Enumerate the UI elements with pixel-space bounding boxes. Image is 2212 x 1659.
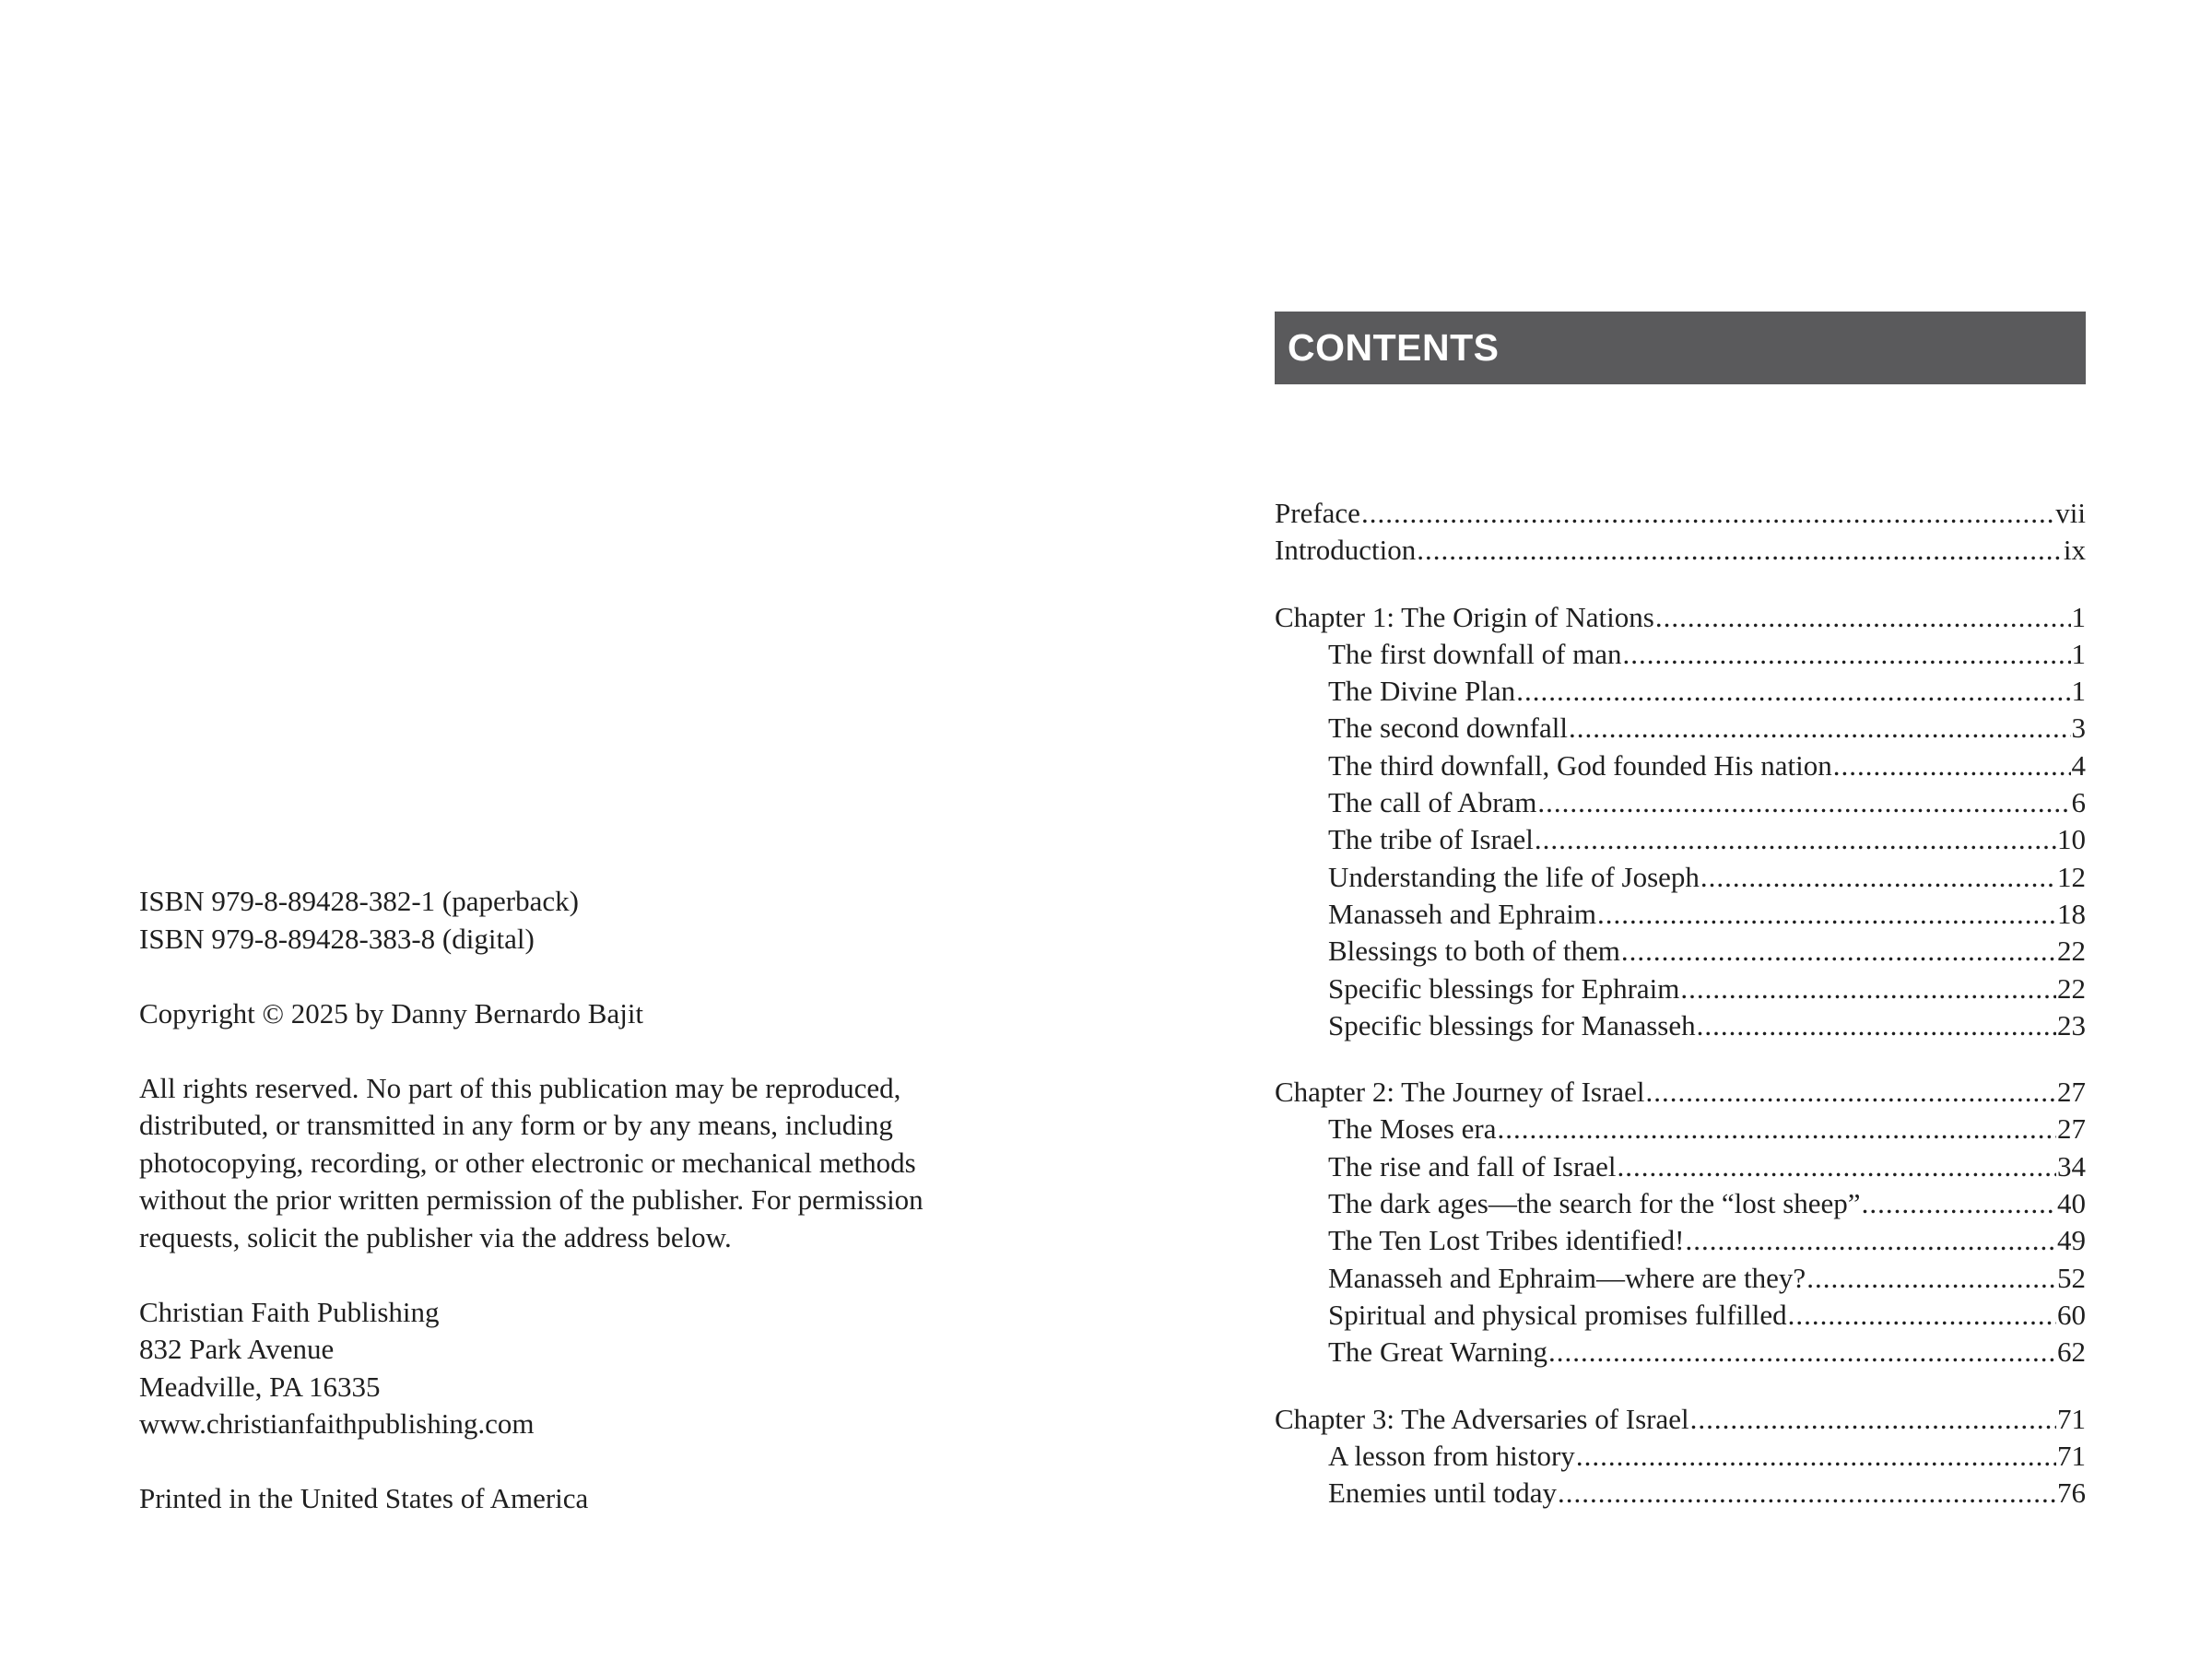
toc-entry-title: The Divine Plan xyxy=(1328,675,1516,708)
toc-section-entry xyxy=(1275,971,2086,1007)
rights-line: without the prior written permission of the publisher. For permission xyxy=(139,1183,924,1216)
toc-chapter-entry xyxy=(1275,1401,2086,1438)
rights-line: photocopying, recording, or other electronic or mechanical methods xyxy=(139,1146,916,1179)
dot-leader xyxy=(1537,784,2070,821)
toc-entry-title: The rise and fall of Israel xyxy=(1328,1149,1617,1182)
toc-page-number: vii xyxy=(2055,497,2086,529)
rights-line: All rights reserved. No part of this publication may be reproduced, xyxy=(139,1071,901,1104)
dot-leader xyxy=(1516,673,2070,710)
toc-page-number: 52 xyxy=(2057,1261,2086,1294)
contents-heading: CONTENTS xyxy=(1288,326,1500,369)
dot-leader xyxy=(1623,636,2071,673)
toc-page-number: 71 xyxy=(2057,1402,2086,1435)
toc-page-number: ix xyxy=(2063,534,2086,567)
toc-page-number: 1 xyxy=(2071,600,2086,633)
toc-section-entry xyxy=(1275,933,2086,970)
dot-leader xyxy=(1833,747,2071,784)
dot-leader xyxy=(1697,1007,2056,1044)
printed-notice: Printed in the United States of America xyxy=(139,1482,589,1514)
toc-entry-title: Manasseh and Ephraim—where are they? xyxy=(1328,1261,1806,1294)
rights-statement xyxy=(139,1070,955,1257)
dot-leader xyxy=(1558,1475,2056,1512)
toc-section-entry xyxy=(1275,1111,2086,1147)
copyright-page xyxy=(139,883,955,1518)
toc-section-entry xyxy=(1275,1148,2086,1185)
toc-page-number: 4 xyxy=(2071,748,2086,782)
toc-page-number: 40 xyxy=(2057,1187,2086,1220)
dot-leader xyxy=(1645,1074,2056,1111)
toc-section-entry xyxy=(1275,1222,2086,1259)
toc-page-number: 49 xyxy=(2057,1224,2086,1257)
toc-entry-title: Specific blessings for Ephraim xyxy=(1328,971,1680,1005)
toc-page-number: 34 xyxy=(2057,1149,2086,1182)
table-of-contents xyxy=(1275,495,2086,1512)
dot-leader xyxy=(1685,1222,2056,1259)
toc-page-number: 23 xyxy=(2057,1008,2086,1041)
toc-chapter-entry xyxy=(1275,1074,2086,1111)
toc-section-entry xyxy=(1275,1334,2086,1371)
toc-section-entry xyxy=(1275,859,2086,896)
dot-leader xyxy=(1361,495,2054,532)
toc-entry-title: Enemies until today xyxy=(1328,1477,1557,1510)
dot-leader xyxy=(1690,1401,2056,1438)
toc-entry-title: The second downfall xyxy=(1328,712,1568,745)
copyright-notice: Copyright © 2025 by Danny Bernardo Bajit xyxy=(139,996,644,1030)
toc-page-number: 22 xyxy=(2057,935,2086,968)
toc-page-number: 1 xyxy=(2071,675,2086,708)
dot-leader xyxy=(1548,1334,2056,1371)
toc-entry-title: The Ten Lost Tribes identified! xyxy=(1328,1224,1685,1257)
toc-section-entry xyxy=(1275,1260,2086,1297)
rights-line: distributed, or transmitted in any form or by any means, including xyxy=(139,1109,893,1141)
toc-entry-title: A lesson from history xyxy=(1328,1439,1575,1472)
toc-page-number: 27 xyxy=(2057,1076,2086,1109)
toc-section-entry xyxy=(1275,896,2086,933)
dot-leader xyxy=(1498,1111,2057,1147)
toc-entry-title: Chapter 2: The Journey of Israel xyxy=(1275,1076,1645,1109)
dot-leader xyxy=(1417,532,2063,569)
publisher-city: Meadville, PA 16335 xyxy=(139,1370,381,1403)
toc-section-entry xyxy=(1275,636,2086,673)
isbn-digital: ISBN 979-8-89428-383-8 (digital) xyxy=(139,922,535,955)
toc-page-number: 3 xyxy=(2071,712,2086,745)
toc-section-entry xyxy=(1275,710,2086,747)
dot-leader xyxy=(1617,1148,2056,1185)
toc-section-entry xyxy=(1275,1475,2086,1512)
toc-chapter-group xyxy=(1275,599,2086,1045)
toc-entry-title: The Great Warning xyxy=(1328,1335,1547,1369)
toc-section-entry xyxy=(1275,747,2086,784)
dot-leader xyxy=(1597,896,2056,933)
toc-entry-title: The Moses era xyxy=(1328,1112,1497,1146)
toc-entry-title: Specific blessings for Manasseh xyxy=(1328,1008,1696,1041)
toc-page-number: 76 xyxy=(2057,1477,2086,1510)
toc-entry-title: Manasseh and Ephraim xyxy=(1328,897,1596,930)
toc-chapter-group xyxy=(1275,1074,2086,1371)
dot-leader xyxy=(1655,599,2071,636)
dot-leader xyxy=(1806,1260,2056,1297)
toc-section-entry xyxy=(1275,673,2086,710)
toc-entry-title: The third downfall, God founded His nation xyxy=(1328,748,1832,782)
toc-section-entry xyxy=(1275,1185,2086,1222)
toc-page-number: 6 xyxy=(2071,786,2086,819)
toc-section-entry xyxy=(1275,1438,2086,1475)
contents-header-bar xyxy=(1275,312,2086,384)
toc-entry-title: The tribe of Israel xyxy=(1328,823,1534,856)
dot-leader xyxy=(1535,821,2056,858)
toc-entry-title: The dark ages—the search for the “lost sheep” xyxy=(1328,1187,1861,1220)
toc-entry-title: Introduction xyxy=(1275,534,1417,567)
publisher-website: www.christianfaithpublishing.com xyxy=(139,1407,535,1440)
toc-page-number: 10 xyxy=(2057,823,2086,856)
dot-leader xyxy=(1569,710,2071,747)
toc-page-number: 62 xyxy=(2057,1335,2086,1369)
dot-leader xyxy=(1862,1185,2056,1222)
isbn-paperback: ISBN 979-8-89428-382-1 (paperback) xyxy=(139,885,579,917)
isbn-block xyxy=(139,883,955,958)
toc-section-entry xyxy=(1275,1297,2086,1334)
publisher-address xyxy=(139,1294,955,1443)
dot-leader xyxy=(1680,971,2056,1007)
toc-section-entry xyxy=(1275,784,2086,821)
toc-section-entry xyxy=(1275,1007,2086,1044)
toc-entry-title: Preface xyxy=(1275,497,1360,529)
toc-page-number: 22 xyxy=(2057,971,2086,1005)
toc-front-entry xyxy=(1275,495,2086,532)
toc-entry-title: Spiritual and physical promises fulfilled xyxy=(1328,1298,1787,1331)
toc-section-entry xyxy=(1275,821,2086,858)
toc-page-number: 1 xyxy=(2071,637,2086,670)
toc-front-entry xyxy=(1275,532,2086,569)
dot-leader xyxy=(1576,1438,2056,1475)
rights-line: requests, solicit the publisher via the address below. xyxy=(139,1220,732,1253)
toc-entry-title: Blessings to both of them xyxy=(1328,935,1620,968)
toc-chapter-entry xyxy=(1275,599,2086,636)
toc-page-number: 71 xyxy=(2057,1439,2086,1472)
dot-leader xyxy=(1700,859,2056,896)
toc-entry-title: The call of Abram xyxy=(1328,786,1537,819)
toc-chapter-group xyxy=(1275,1401,2086,1512)
toc-entry-title: Chapter 3: The Adversaries of Israel xyxy=(1275,1402,1689,1435)
dot-leader xyxy=(1788,1297,2056,1334)
toc-page-number: 60 xyxy=(2057,1298,2086,1331)
dot-leader xyxy=(1621,933,2056,970)
toc-entry-title: Chapter 1: The Origin of Nations xyxy=(1275,600,1654,633)
toc-front-matter xyxy=(1275,495,2086,570)
toc-entry-title: The first downfall of man xyxy=(1328,637,1622,670)
toc-page-number: 27 xyxy=(2057,1112,2086,1146)
publisher-name: Christian Faith Publishing xyxy=(139,1295,440,1328)
toc-page-number: 12 xyxy=(2057,860,2086,893)
toc-entry-title: Understanding the life of Joseph xyxy=(1328,860,1700,893)
publisher-street: 832 Park Avenue xyxy=(139,1333,335,1365)
toc-page-number: 18 xyxy=(2057,897,2086,930)
